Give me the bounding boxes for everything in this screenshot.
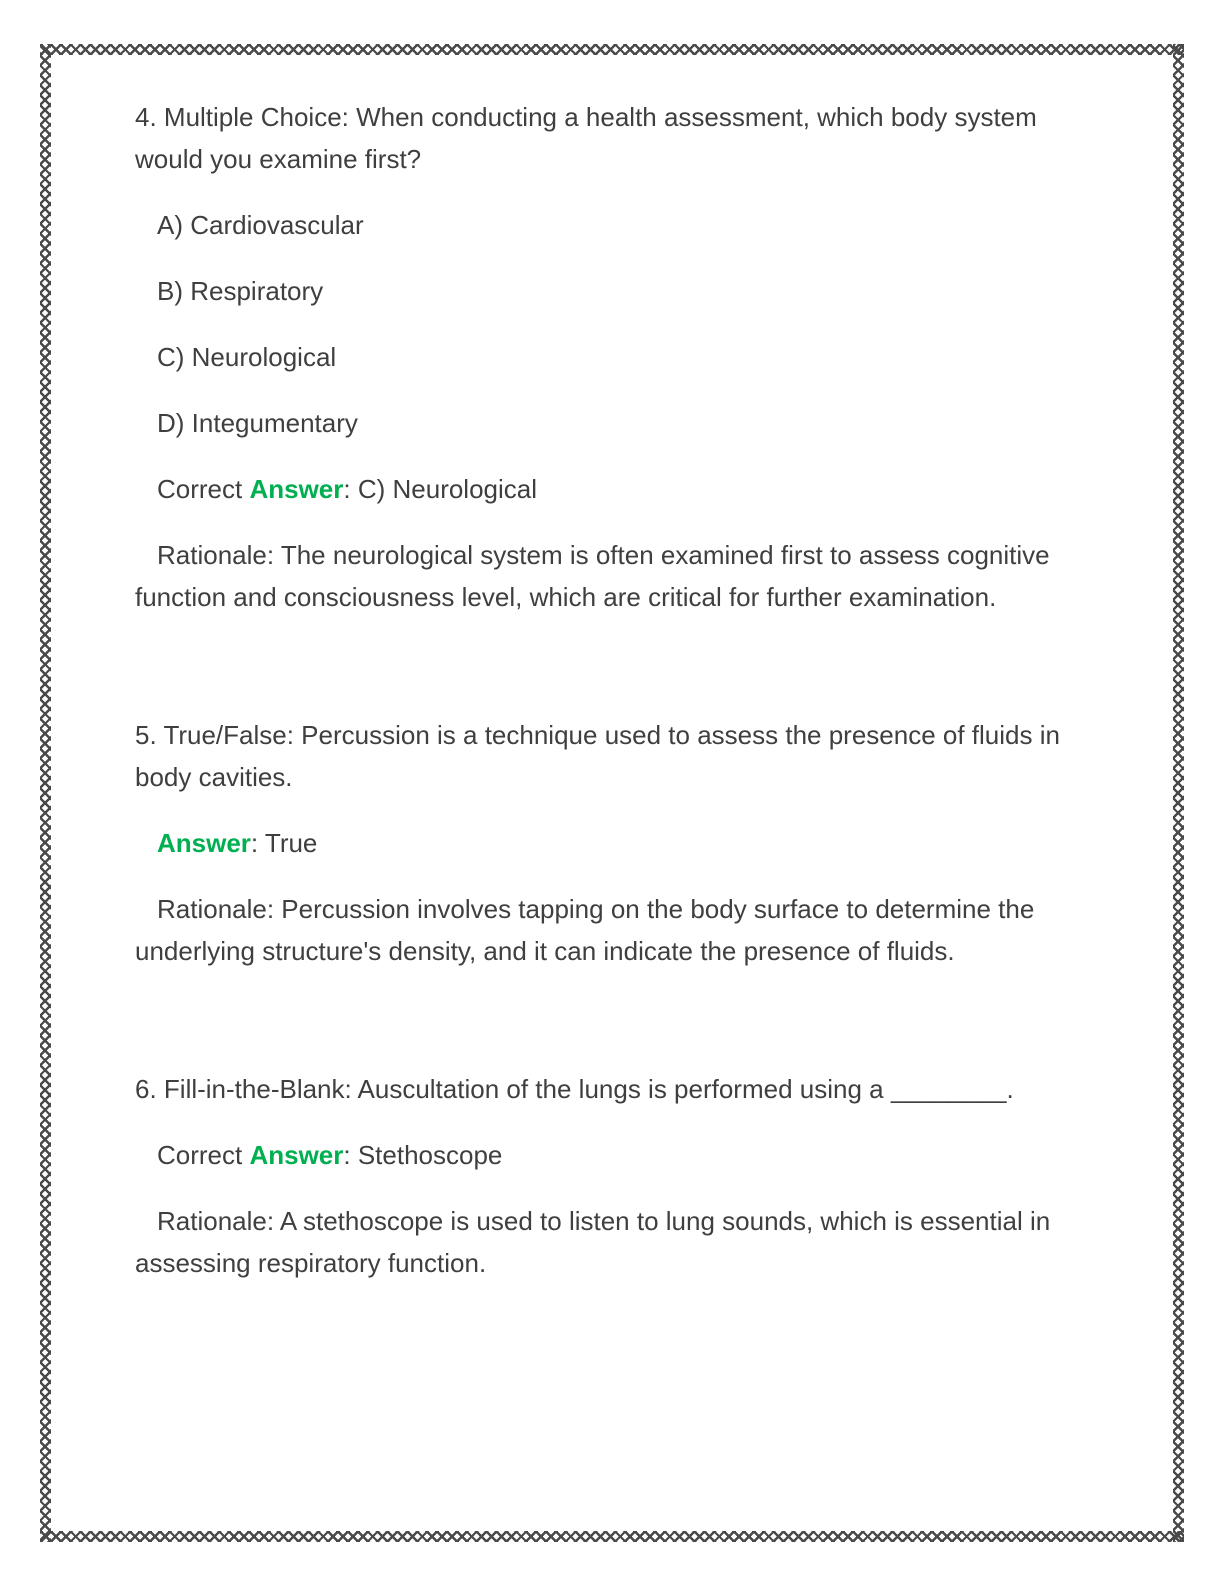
answer-value: : C) Neurological	[343, 474, 538, 504]
question-block-4	[135, 96, 1085, 618]
question-title: 4. Multiple Choice: When conducting a health assessment, which body system would you examine first?	[135, 102, 1037, 174]
zigzag-border-bottom	[40, 1531, 1184, 1542]
question-title: 6. Fill-in-the-Blank: Auscultation of the lungs is performed using a ________.	[135, 1074, 1014, 1104]
answer-prefix: Correct	[157, 1140, 250, 1170]
question-block-6	[135, 1068, 1085, 1284]
question-title: 5. True/False: Percussion is a technique used to assess the presence of fluids in body cavities.	[135, 720, 1060, 792]
zigzag-border-left	[40, 44, 51, 1542]
answer-value: : Stethoscope	[343, 1140, 503, 1170]
answer-line	[135, 468, 1085, 510]
answer-line	[135, 822, 1085, 864]
answer-prefix: Correct	[157, 474, 250, 504]
answer-label: Answer	[249, 474, 344, 504]
answer-line	[135, 1134, 1085, 1176]
rationale: Rationale: A stethoscope is used to listen to lung sounds, which is essential in assessing respiratory function.	[135, 1206, 1051, 1278]
page-content	[135, 96, 1085, 1308]
answer-value: : True	[250, 828, 318, 858]
option-a: A) Cardiovascular	[157, 210, 364, 240]
zigzag-border-top	[40, 44, 1184, 55]
zigzag-border-right	[1173, 44, 1184, 1542]
question-block-5	[135, 714, 1085, 972]
option-d: D) Integumentary	[157, 408, 358, 438]
answer-label: Answer	[249, 1140, 344, 1170]
rationale: Rationale: Percussion involves tapping on the body surface to determine the underlying structure's density, and it can indicate the presence of fluids.	[135, 894, 1035, 966]
option-b: B) Respiratory	[157, 276, 324, 306]
answer-label: Answer	[157, 828, 251, 858]
rationale: Rationale: The neurological system is often examined first to assess cognitive function and consciousness level, which are critical for further examination.	[135, 540, 1050, 612]
option-c: C) Neurological	[157, 342, 337, 372]
